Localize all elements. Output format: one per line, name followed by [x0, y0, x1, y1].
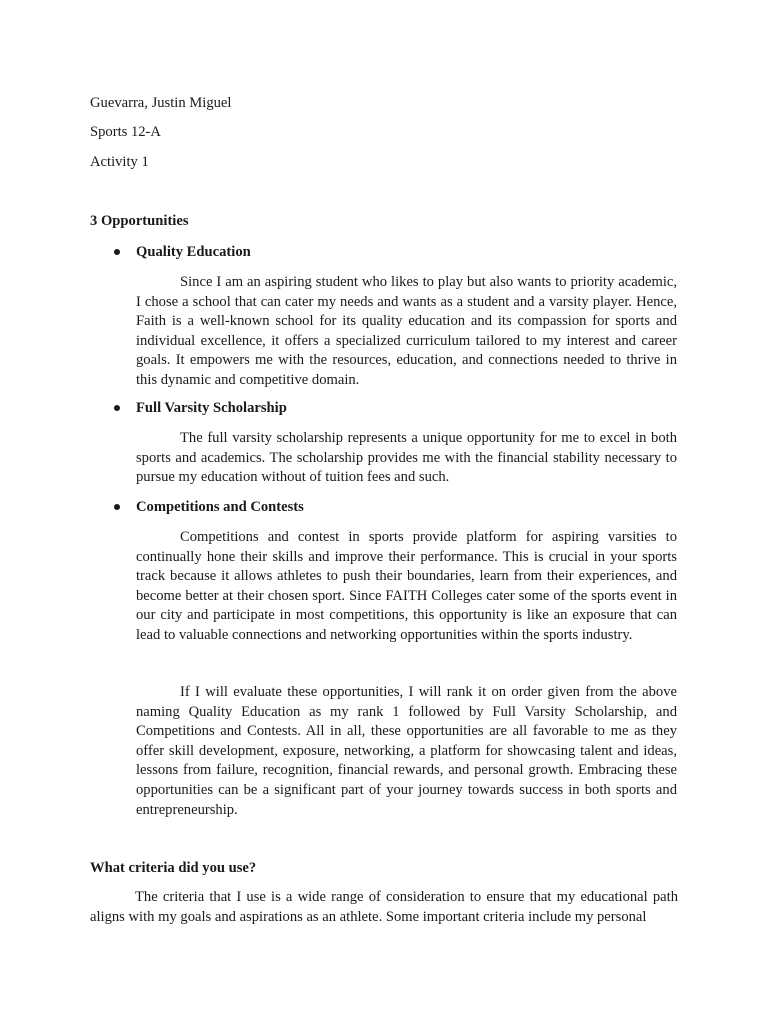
- opportunity-title: Quality Education: [136, 244, 251, 260]
- opportunity-title: Full Varsity Scholarship: [136, 400, 287, 416]
- criteria-heading: What criteria did you use?: [90, 860, 257, 876]
- bullet-icon: [114, 405, 120, 411]
- opportunity-text: Competitions and contest in sports provide platform for aspiring varsities to continually hone their skills and improve their performance. This is crucial in your sports track because it allows athletes to push their boundaries, learn from their experiences, and become better at their chosen sport. Since FAITH Colleges cater some of the sports event in our city and participate in most competitions, this opportunity is like an exposure that can lead to valuable connections and networking opportunities within the sports industry.: [136, 529, 677, 643]
- evaluation-paragraph: [136, 683, 677, 820]
- opportunity-paragraph-2: [136, 429, 677, 488]
- opportunity-text: Since I am an aspiring student who likes to play but also wants to priority academic, I chose a school that can cater my needs and wants as a student and a varsity player. Hence, Faith is a well-known school for its quality education and its compassion for sports and individual excellence, it offers a specialized curriculum tailored to my interest and career goals. It empowers me with the resources, education, and connections needed to thrive in this dynamic and competitive domain.: [136, 274, 677, 388]
- opportunity-text: The full varsity scholarship represents a unique opportunity for me to excel in both sports and academics. The scholarship provides me with the financial stability necessary to pursue my education without of tuition fees and such.: [136, 430, 677, 486]
- activity-label: Activity 1: [90, 154, 149, 170]
- class-section: Sports 12-A: [90, 124, 161, 140]
- opportunity-title: Competitions and Contests: [136, 499, 304, 515]
- opportunities-heading: 3 Opportunities: [90, 213, 189, 229]
- opportunity-paragraph-1: [136, 273, 677, 391]
- bullet-icon: [114, 249, 120, 255]
- evaluation-text: If I will evaluate these opportunities, I will rank it on order given from the above naming Quality Education as my rank 1 followed by Full Varsity Scholarship, and Competitions and Contests. All in all, these opportunities are all favorable to me as they offer skill development, exposure, networking, a platform for showcasing talent and ideas, lessons from failure, recognition, financial rewards, and personal growth. Embracing these opportunities can be a significant part of your journey towards success in both sports and entrepreneurship.: [136, 684, 677, 818]
- student-name: Guevarra, Justin Miguel: [90, 95, 232, 111]
- criteria-text: The criteria that I use is a wide range of consideration to ensure that my educational path aligns with my goals and aspirations as an athlete. Some important criteria include my personal: [90, 889, 678, 925]
- opportunity-paragraph-3: [136, 528, 677, 646]
- criteria-paragraph: [90, 888, 678, 927]
- bullet-icon: [114, 504, 120, 510]
